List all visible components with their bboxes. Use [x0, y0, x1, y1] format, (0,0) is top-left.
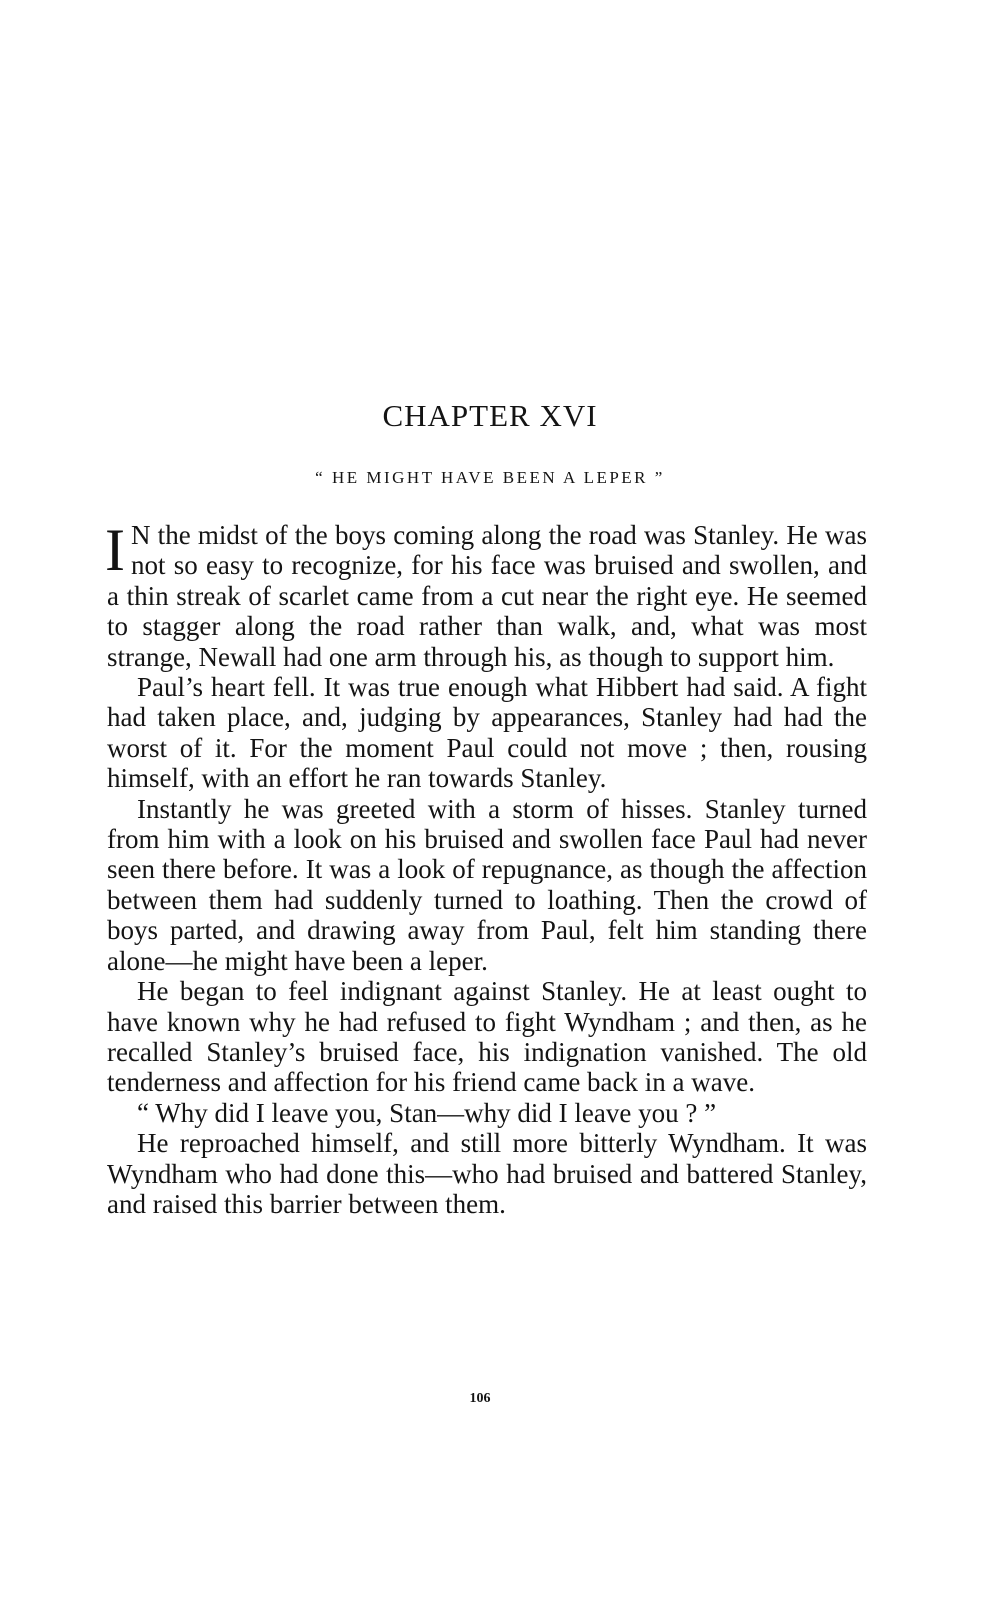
paragraph-5: “ Why did I leave you, Stan—why did I leave you ? ”	[137, 1097, 717, 1128]
chapter-body	[105, 517, 867, 1219]
drop-cap: I	[105, 517, 125, 583]
paragraph-1	[105, 517, 867, 672]
paragraph-3: Instantly he was greeted with a storm of hisses. Stanley turned from him with a look on his bruised and swollen face Paul had never seen there before. It was a look of repugnance, as though the affection between them had suddenly turned to loathing. Then the crowd of boys parted, and drawing away from Paul, felt him standing there alone—he might have been a leper.	[107, 793, 867, 976]
paragraph-4: He began to feel indignant against Stanley. He at least ought to have known why he had refused to fight Wyndham ; and then, as he recalled Stanley’s bruised face, his indignation vanished. The old tenderness and affection for his friend came back in a wave.	[107, 976, 867, 1098]
page-number: 106	[469, 1391, 491, 1406]
chapter-subtitle: “ HE MIGHT HAVE BEEN A LEPER ”	[315, 468, 665, 487]
paragraph-2: Paul’s heart fell. It was true enough what Hibbert had said. A fight had taken place, and, judging by appearances, Stanley had had the worst of it. For the moment Paul could not move ; then, rousing himself, with an effort he ran towards Stanley.	[107, 672, 867, 794]
chapter-heading: CHAPTER XVI	[382, 398, 598, 433]
paragraph-6: He reproached himself, and still more bitterly Wyndham. It was Wyndham who had done this—who had bruised and battered Stanley, and raised this barrier between them.	[107, 1128, 867, 1219]
paragraph-1-text: N the midst of the boys coming along the road was Stanley. He was not so easy to recognize, for his face was bruised and swollen, and a thin streak of scarlet came from a cut near the right eye. He seemed to stagger along the road rather than walk, and, what was most strange, Newall had one arm through his, as though to support him.	[107, 520, 867, 672]
